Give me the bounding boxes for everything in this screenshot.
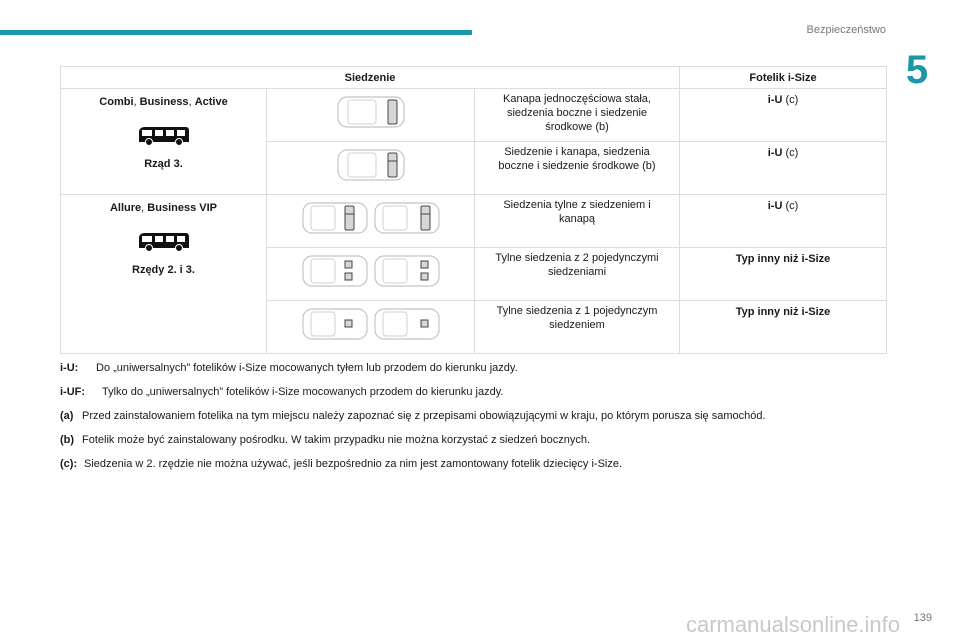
footnotes [60, 361, 920, 481]
footnote: i-UF: Tylko do „uniwersalnych” fotelików i-Size mocowanych przodem do kierunku jazdy. [60, 386, 504, 398]
seat-description: Siedzenie i kanapa, siedzenia boczne i siedzenie środkowe (b) [475, 142, 680, 195]
isize-cell: Typ inny niż i-Size [680, 248, 887, 301]
seat-description: Tylne siedzenia z 1 pojedynczym siedzeniem [475, 301, 680, 354]
vehicle-cell-group2 [61, 195, 267, 354]
seat-diagram-cell [267, 195, 475, 248]
seat-description: Siedzenia tylne z siedzeniem i kanapą [475, 195, 680, 248]
seat-diagram-cell [267, 89, 475, 142]
vehicle-models: Combi, Business, Active [99, 96, 228, 108]
header-isize: Fotelik i-Size [680, 67, 887, 89]
vehicle-models: Allure, Business VIP [109, 202, 217, 214]
seat-layout-icon [301, 307, 441, 341]
header-accent-bar [0, 30, 472, 35]
seat-description: Tylne siedzenia z 2 pojedynczymi siedzeniami [475, 248, 680, 301]
rows-label: Rzędy 2. i 3. [132, 264, 195, 276]
chapter-number: 5 [905, 48, 929, 92]
seat-diagram-cell [267, 142, 475, 195]
footnote: (b) Fotelik może być zainstalowany pośrodku. W takim przypadku nie można korzystać z siedzeń bocznych. [60, 434, 591, 446]
section-title: Bezpieczeństwo [806, 24, 886, 36]
footnote: (c): Siedzenia w 2. rzędzie nie można używać, jeśli bezpośrednio za nim jest zamontowany fotelik dziecięcy i-Size. [60, 458, 623, 470]
footnote: (a) Przed zainstalowaniem fotelika na tym miejscu należy zapoznać się z przepisami obowiązującymi w kraju, po którym porusza się samochód. [60, 410, 766, 422]
isize-cell: i-U (c) [680, 142, 887, 195]
table-row [61, 89, 887, 142]
isize-cell: i-U (c) [680, 89, 887, 142]
van-icon [136, 123, 192, 147]
isize-cell: Typ inny niż i-Size [680, 301, 887, 354]
page-number: 139 [913, 612, 932, 624]
seat-diagram-cell [267, 301, 475, 354]
child-seat-table [60, 66, 887, 354]
van-icon [136, 229, 192, 253]
vehicle-cell-group1 [61, 89, 267, 195]
seat-layout-icon [336, 95, 406, 129]
watermark: carmanualsonline.info [686, 612, 901, 637]
table-header-row [61, 67, 887, 89]
isize-cell: i-U (c) [680, 195, 887, 248]
seat-layout-icon [301, 254, 441, 288]
seat-layout-icon [301, 201, 441, 235]
footnote: i-U: Do „uniwersalnych” fotelików i-Size mocowanych tyłem lub przodem do kierunku jazdy. [60, 362, 518, 374]
seat-description: Kanapa jednoczęściowa stała, siedzenia boczne i siedzenie środkowe (b) [475, 89, 680, 142]
header-seat: Siedzenie [61, 67, 680, 89]
seat-diagram-cell [267, 248, 475, 301]
rows-label: Rząd 3. [144, 158, 183, 170]
table-row [61, 195, 887, 248]
seat-layout-icon [336, 148, 406, 182]
